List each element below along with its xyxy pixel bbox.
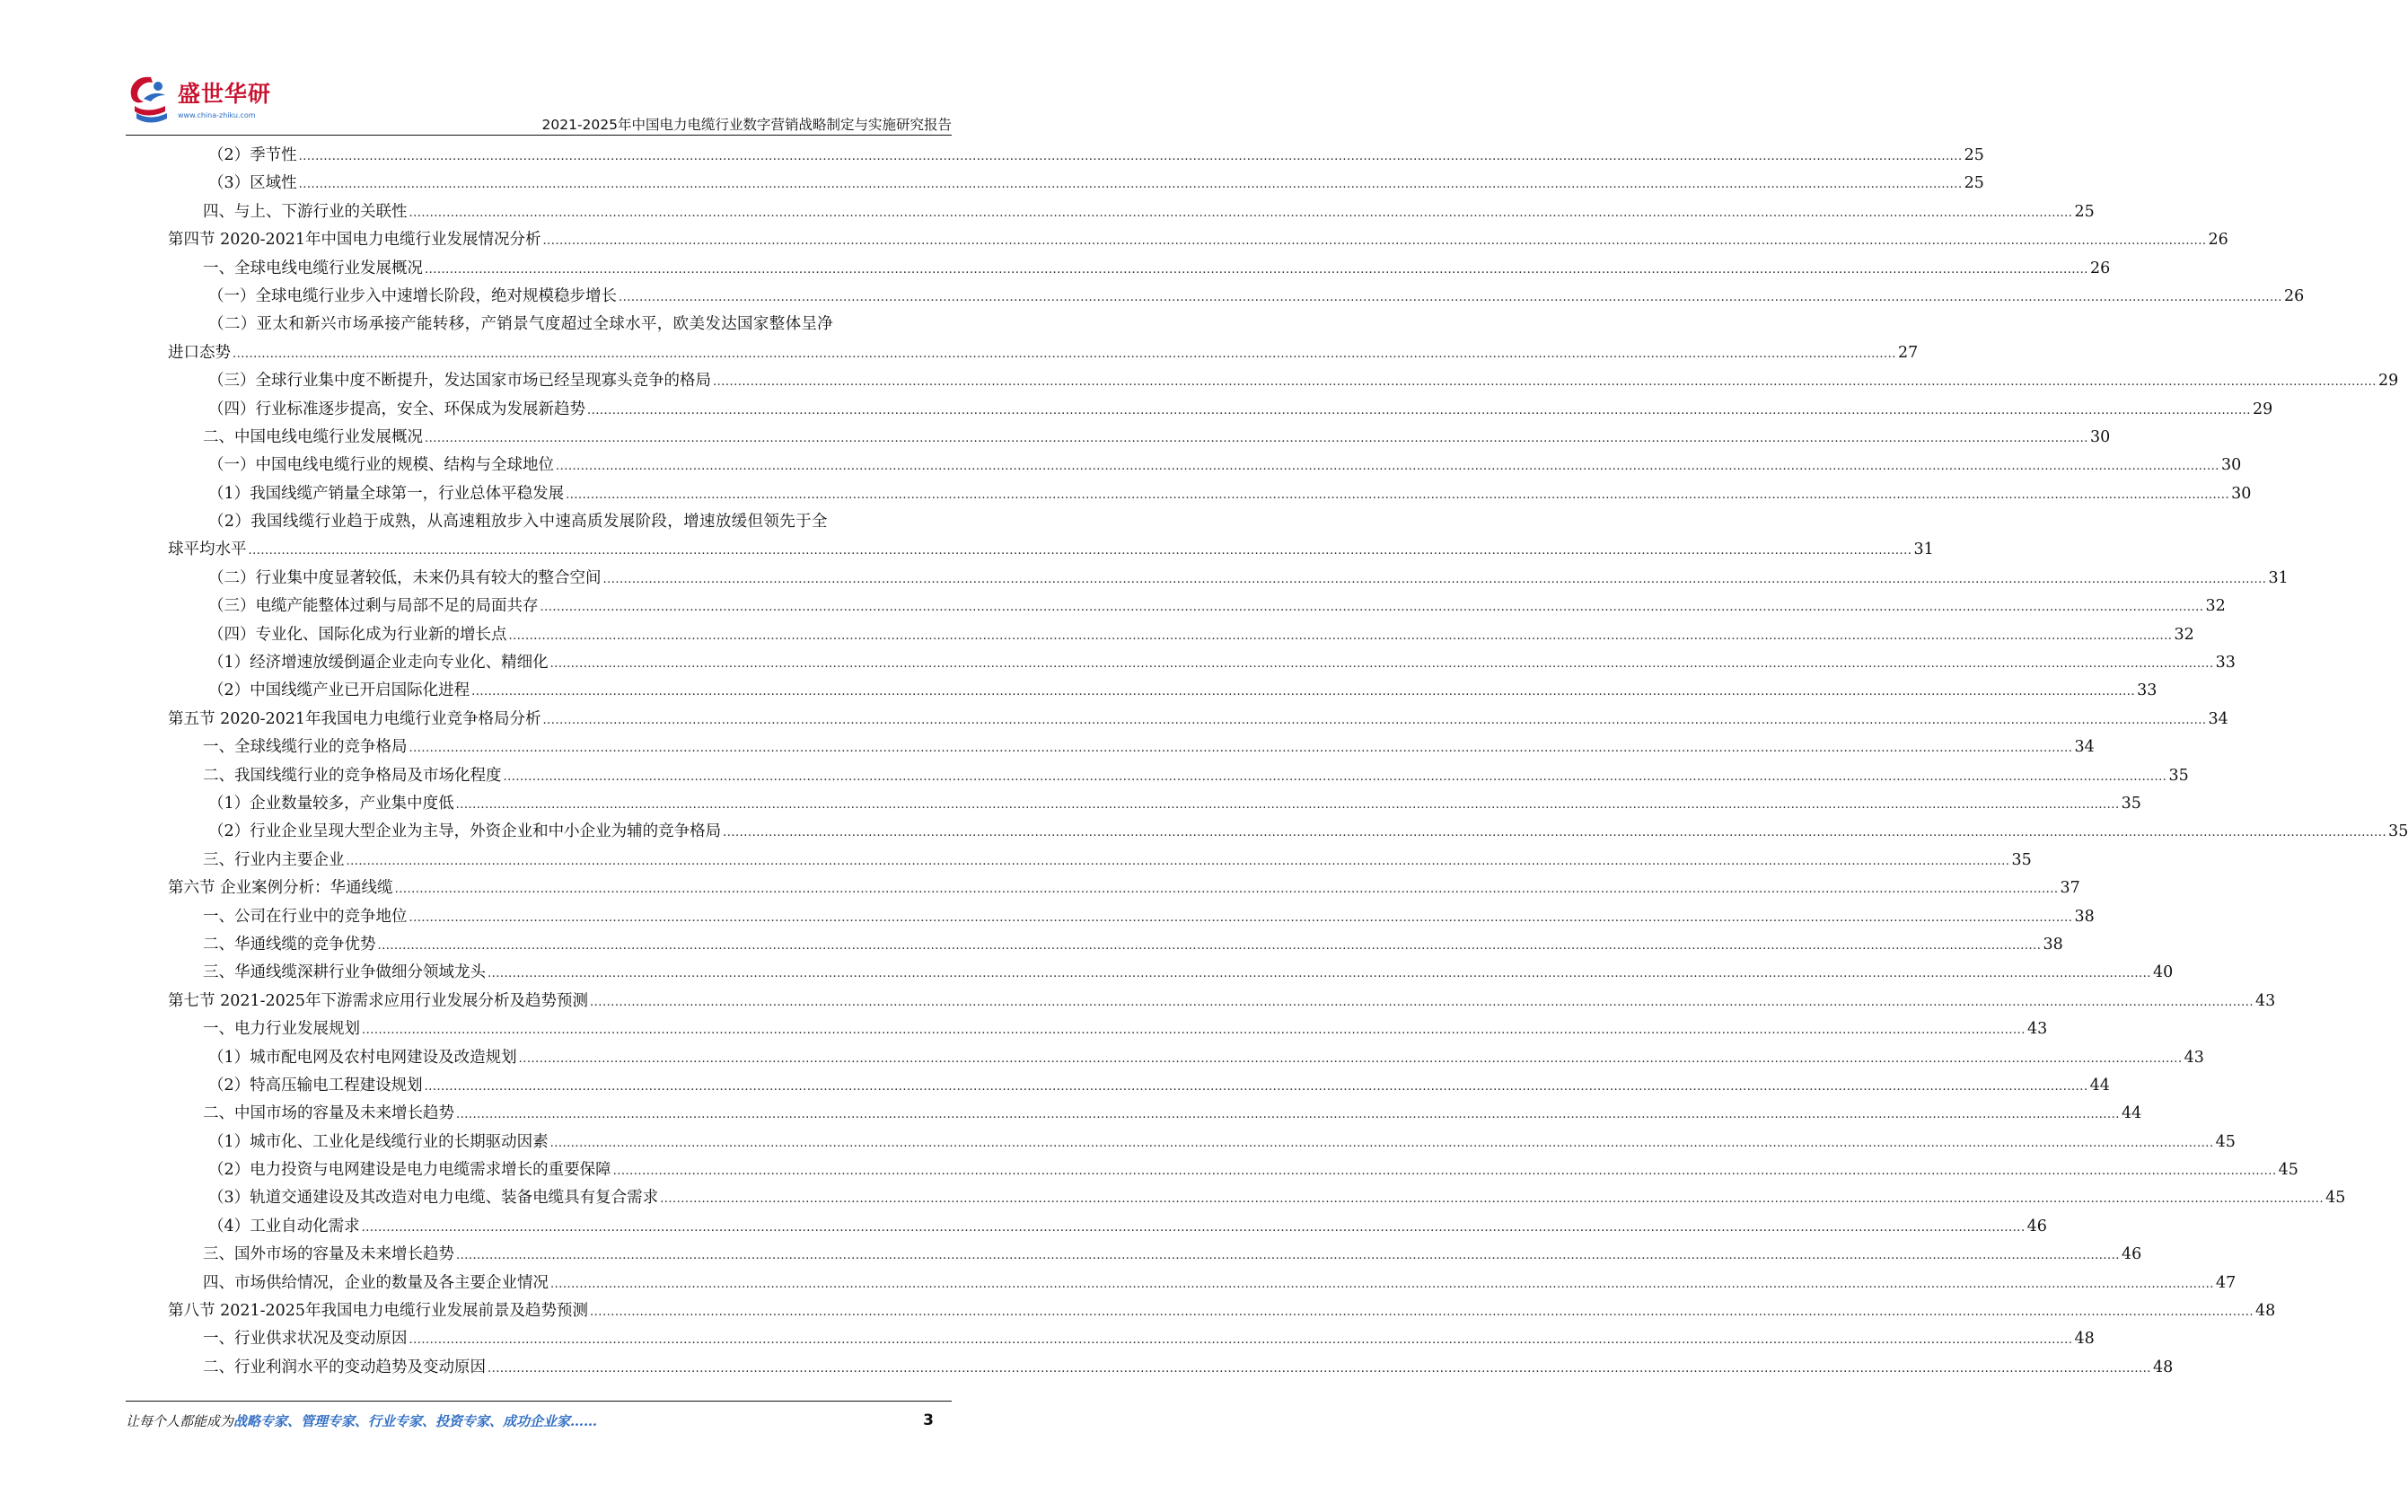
toc-section-entry[interactable] bbox=[168, 226, 2228, 254]
toc-entry[interactable] bbox=[168, 1325, 2095, 1353]
toc-entry-title: 第七节 2021-2025年下游需求应用行业发展分析及趋势预测 bbox=[168, 991, 589, 1010]
toc-dot-leader: ................................................................................................................................................................................................................................................................................................................................................................................................................ bbox=[409, 742, 2073, 756]
toc-page-number: 30 bbox=[2089, 427, 2111, 446]
toc-page-number: 26 bbox=[2208, 231, 2228, 250]
toc-entry-title: （1）城市化、工业化是线缆行业的长期驱动因素 bbox=[208, 1132, 549, 1151]
toc-page-number: 45 bbox=[2215, 1132, 2236, 1151]
toc-section-entry[interactable] bbox=[168, 1297, 2276, 1325]
toc-entry-title: （2）电力投资与电网建设是电力电缆需求增长的重要保障 bbox=[208, 1161, 611, 1180]
toc-entry-title: （2）行业企业呈现大型企业为主导，外资企业和中小企业为辅的竞争格局 bbox=[208, 822, 722, 841]
toc-entry-title: 四、市场供给情况，企业的数量及各主要企业情况 bbox=[203, 1273, 549, 1292]
toc-dot-leader: ................................................................................................................................................................................................................................................................................................................................................................................................................ bbox=[590, 995, 2254, 1009]
table-of-contents bbox=[168, 142, 2408, 1382]
toc-dot-leader: ................................................................................................................................................................................................................................................................................................................................................................................................................ bbox=[456, 1108, 2120, 1122]
toc-entry-title: （3）轨道交通建设及其改造对电力电缆、装备电缆具有复合需求 bbox=[208, 1189, 659, 1208]
toc-page-number: 33 bbox=[2215, 654, 2236, 672]
toc-entry[interactable] bbox=[168, 198, 2095, 226]
page-footer bbox=[126, 1411, 952, 1438]
logo-emblem-icon bbox=[126, 72, 176, 127]
toc-dot-leader: ................................................................................................................................................................................................................................................................................................................................................................................................................ bbox=[549, 657, 2214, 672]
toc-page-number: 48 bbox=[2152, 1358, 2174, 1376]
toc-page-number: 37 bbox=[2060, 879, 2080, 898]
toc-dot-leader: ................................................................................................................................................................................................................................................................................................................................................................................................................ bbox=[550, 1277, 2214, 1291]
toc-page-number: 43 bbox=[2184, 1048, 2204, 1067]
toc-dot-leader: ................................................................................................................................................................................................................................................................................................................................................................................................................ bbox=[660, 1192, 2325, 1207]
toc-page-number: 46 bbox=[2121, 1245, 2142, 1264]
toc-page-number: 40 bbox=[2152, 963, 2174, 982]
toc-entry-title: 第四节 2020-2021年中国电力电缆行业发展情况分析 bbox=[168, 231, 541, 250]
toc-page-number: 45 bbox=[2325, 1189, 2346, 1208]
toc-dot-leader: ................................................................................................................................................................................................................................................................................................................................................................................................................ bbox=[713, 375, 2377, 390]
toc-page-number: 43 bbox=[2026, 1020, 2048, 1039]
toc-page-number: 33 bbox=[2137, 681, 2158, 700]
toc-entry[interactable] bbox=[168, 1270, 2237, 1297]
toc-page-number: 46 bbox=[2026, 1217, 2047, 1235]
toc-entry[interactable] bbox=[168, 255, 2111, 283]
toc-entry-title: 四、与上、下游行业的关联性 bbox=[203, 202, 408, 221]
toc-page-number: 44 bbox=[2121, 1104, 2142, 1123]
toc-page-number: 38 bbox=[2043, 935, 2063, 954]
toc-dot-leader: ................................................................................................................................................................................................................................................................................................................................................................................................................ bbox=[362, 1024, 2026, 1038]
toc-entry[interactable] bbox=[168, 1184, 2346, 1212]
toc-entry[interactable] bbox=[168, 1241, 2142, 1269]
page-number: 3 bbox=[923, 1411, 934, 1429]
toc-page-number: 38 bbox=[2074, 907, 2095, 926]
toc-page-number: 32 bbox=[2174, 625, 2194, 644]
toc-entry[interactable] bbox=[168, 1100, 2142, 1128]
toc-entry-title: （二）行业集中度显著较低，未来仍具有较大的整合空间 bbox=[208, 568, 602, 587]
toc-entry-title: 三、行业内主要企业 bbox=[203, 850, 345, 869]
toc-entry-title: 进口态势 bbox=[168, 343, 231, 362]
toc-dot-leader: ................................................................................................................................................................................................................................................................................................................................................................................................................ bbox=[602, 572, 2267, 586]
toc-page-number: 35 bbox=[2168, 766, 2189, 785]
toc-entry[interactable] bbox=[168, 339, 1919, 367]
toc-page-number: 35 bbox=[2011, 850, 2032, 869]
toc-dot-leader: ................................................................................................................................................................................................................................................................................................................................................................................................................ bbox=[298, 178, 1963, 192]
toc-entry[interactable] bbox=[168, 424, 2111, 452]
toc-entry[interactable] bbox=[168, 367, 2399, 395]
toc-dot-leader: ................................................................................................................................................................................................................................................................................................................................................................................................................ bbox=[566, 488, 2230, 502]
toc-dot-leader: ................................................................................................................................................................................................................................................................................................................................................................................................................ bbox=[518, 1051, 2183, 1066]
toc-page-number: 32 bbox=[2205, 597, 2226, 616]
toc-page-number: 30 bbox=[2231, 484, 2252, 503]
toc-entry-title: 一、全球电线电缆行业发展概况 bbox=[203, 259, 423, 277]
toc-page-number: 25 bbox=[1964, 174, 1984, 193]
toc-page-number: 44 bbox=[2089, 1076, 2110, 1094]
toc-entry-title: 第八节 2021-2025年我国电力电缆行业发展前景及趋势预测 bbox=[168, 1302, 589, 1321]
toc-dot-leader: ................................................................................................................................................................................................................................................................................................................................................................................................................ bbox=[549, 1136, 2214, 1150]
toc-page-number: 35 bbox=[2121, 794, 2141, 813]
toc-entry[interactable] bbox=[168, 452, 2242, 479]
toc-dot-leader: ................................................................................................................................................................................................................................................................................................................................................................................................................ bbox=[248, 544, 1912, 558]
toc-entry[interactable] bbox=[168, 283, 2305, 311]
toc-dot-leader: ................................................................................................................................................................................................................................................................................................................................................................................................................ bbox=[424, 1079, 2088, 1094]
toc-page-number: 34 bbox=[2074, 738, 2095, 757]
toc-entry[interactable] bbox=[168, 1044, 2204, 1072]
toc-page-number: 47 bbox=[2215, 1273, 2237, 1292]
toc-dot-leader: ................................................................................................................................................................................................................................................................................................................................................................................................................ bbox=[723, 826, 2387, 840]
toc-entry[interactable] bbox=[168, 1354, 2174, 1382]
logo-url: www.china-zhiku.com bbox=[178, 111, 256, 119]
toc-entry-title: 三、国外市场的容量及未来增长趋势 bbox=[203, 1245, 454, 1264]
toc-dot-leader: ................................................................................................................................................................................................................................................................................................................................................................................................................ bbox=[508, 629, 2173, 643]
toc-entry-title: （4）工业自动化需求 bbox=[208, 1217, 360, 1235]
toc-dot-leader: ................................................................................................................................................................................................................................................................................................................................................................................................................ bbox=[409, 1333, 2073, 1348]
toc-page-number: 48 bbox=[2074, 1330, 2095, 1349]
toc-dot-leader: ................................................................................................................................................................................................................................................................................................................................................................................................................ bbox=[298, 150, 1963, 163]
toc-page-number: 31 bbox=[2268, 568, 2289, 587]
toc-page-number: 34 bbox=[2208, 709, 2228, 728]
toc-dot-leader: ................................................................................................................................................................................................................................................................................................................................................................................................................ bbox=[503, 769, 2167, 784]
toc-dot-leader: ................................................................................................................................................................................................................................................................................................................................................................................................................ bbox=[455, 797, 2120, 812]
toc-entry-title: 第五节 2020-2021年我国电力电缆行业竞争格局分析 bbox=[168, 709, 541, 728]
toc-entry[interactable] bbox=[168, 1015, 2048, 1043]
toc-entry[interactable] bbox=[168, 734, 2095, 761]
footer-divider bbox=[126, 1401, 952, 1402]
toc-entry-title: 二、中国电线电缆行业发展概况 bbox=[203, 427, 423, 446]
toc-entry[interactable] bbox=[168, 1156, 2298, 1184]
toc-entry[interactable] bbox=[168, 931, 2063, 959]
toc-dot-leader: ................................................................................................................................................................................................................................................................................................................................................................................................................ bbox=[471, 685, 2136, 699]
toc-entry-title: 二、中国市场的容量及未来增长趋势 bbox=[203, 1104, 454, 1123]
toc-entry-title: （2）中国线缆产业已开启国际化进程 bbox=[208, 681, 470, 700]
toc-entry-title: （一）全球电缆行业步入中速增长阶段，绝对规模稳步增长 bbox=[208, 286, 617, 305]
page-header bbox=[126, 72, 952, 135]
toc-entry-title: 二、行业利润水平的变动趋势及变动原因 bbox=[203, 1358, 486, 1376]
toc-dot-leader: ................................................................................................................................................................................................................................................................................................................................................................................................................ bbox=[409, 910, 2073, 925]
toc-dot-leader: ................................................................................................................................................................................................................................................................................................................................................................................................................ bbox=[361, 1220, 2026, 1235]
toc-entry-title: 一、行业供求状况及变动原因 bbox=[203, 1330, 408, 1349]
toc-page-number: 29 bbox=[2252, 400, 2273, 418]
toc-entry[interactable] bbox=[168, 1072, 2110, 1100]
toc-page-number: 31 bbox=[1913, 541, 1934, 559]
toc-entry[interactable] bbox=[168, 790, 2141, 818]
toc-page-number: 43 bbox=[2254, 991, 2276, 1010]
toc-page-number: 26 bbox=[2089, 259, 2111, 277]
toc-page-number: 45 bbox=[2278, 1161, 2298, 1180]
toc-page-number: 48 bbox=[2254, 1302, 2276, 1321]
toc-entry[interactable] bbox=[168, 480, 2252, 508]
footer-slogan-highlight: 战略专家、管理专家、行业专家、投资专家、成功企业家…… bbox=[233, 1413, 598, 1429]
footer-slogan-prefix: 让每个人都能成为 bbox=[126, 1413, 234, 1429]
toc-entry-title: 球平均水平 bbox=[168, 541, 247, 559]
toc-dot-leader: ................................................................................................................................................................................................................................................................................................................................................................................................................ bbox=[456, 1249, 2120, 1263]
toc-dot-leader: ................................................................................................................................................................................................................................................................................................................................................................................................................ bbox=[488, 1361, 2151, 1376]
toc-dot-leader: ................................................................................................................................................................................................................................................................................................................................................................................................................ bbox=[409, 206, 2073, 220]
toc-page-number: 35 bbox=[2388, 822, 2408, 841]
toc-entry-title: （1）我国线缆产销量全球第一，行业总体平稳发展 bbox=[208, 484, 565, 503]
toc-entry-title: 一、电力行业发展规划 bbox=[203, 1020, 360, 1039]
toc-entry-title: （四）行业标准逐步提高，安全、环保成为发展新趋势 bbox=[208, 400, 585, 418]
toc-dot-leader: ................................................................................................................................................................................................................................................................................................................................................................................................................ bbox=[612, 1165, 2277, 1179]
toc-entry[interactable] bbox=[168, 396, 2273, 424]
toc-entry-title: （3）区域性 bbox=[208, 174, 297, 193]
toc-entry-title: （三）电缆产能整体过剩与局部不足的局面共存 bbox=[208, 597, 539, 616]
toc-entry-line1[interactable]: （2）我国线缆行业趋于成熟，从高速粗放步入中速高质发展阶段，增速放缓但领先于全 bbox=[208, 513, 828, 532]
toc-dot-leader: ................................................................................................................................................................................................................................................................................................................................................................................................................ bbox=[619, 290, 2282, 304]
toc-dot-leader: ................................................................................................................................................................................................................................................................................................................................................................................................................ bbox=[540, 601, 2204, 615]
logo-name: 盛世华研 bbox=[178, 81, 272, 107]
toc-entry[interactable] bbox=[168, 959, 2174, 987]
toc-entry[interactable] bbox=[168, 621, 2194, 649]
toc-entry-title: 一、全球线缆行业的竞争格局 bbox=[203, 738, 408, 757]
company-logo bbox=[126, 72, 296, 130]
toc-entry[interactable] bbox=[168, 170, 1984, 198]
toc-entry-title: （1）企业数量较多，产业集中度低 bbox=[208, 794, 454, 813]
toc-section-entry[interactable] bbox=[168, 988, 2276, 1015]
toc-entry-title: 第六节 企业案例分析：华通线缆 bbox=[168, 879, 393, 898]
toc-entry-title: （2）特高压输电工程建设规划 bbox=[208, 1076, 423, 1094]
toc-entry[interactable] bbox=[168, 142, 1984, 170]
header-divider bbox=[126, 135, 952, 136]
toc-entry-line1[interactable]: （二）亚太和新兴市场承接产能转移，产销景气度超过全球水平，欧美发达国家整体呈净 bbox=[208, 315, 834, 334]
toc-entry-title: （三）全球行业集中度不断提升，发达国家市场已经呈现寡头竞争的格局 bbox=[208, 372, 711, 391]
toc-entry[interactable] bbox=[168, 677, 2158, 705]
toc-entry-title: （2）季节性 bbox=[208, 146, 297, 164]
toc-page-number: 29 bbox=[2377, 372, 2399, 391]
toc-entry[interactable] bbox=[168, 593, 2226, 620]
toc-section-entry[interactable] bbox=[168, 875, 2080, 902]
toc-dot-leader: ................................................................................................................................................................................................................................................................................................................................................................................................................ bbox=[425, 431, 2088, 445]
toc-entry[interactable] bbox=[168, 1129, 2236, 1156]
toc-entry[interactable] bbox=[168, 1213, 2047, 1241]
toc-dot-leader: ................................................................................................................................................................................................................................................................................................................................................................................................................ bbox=[587, 403, 2251, 418]
toc-entry-title: 二、我国线缆行业的竞争格局及市场化程度 bbox=[203, 766, 502, 785]
toc-dot-leader: ................................................................................................................................................................................................................................................................................................................................................................................................................ bbox=[542, 234, 2207, 249]
toc-dot-leader: ................................................................................................................................................................................................................................................................................................................................................................................................................ bbox=[542, 713, 2207, 727]
toc-entry[interactable] bbox=[168, 762, 2189, 790]
toc-entry[interactable] bbox=[168, 903, 2095, 931]
toc-page-number: 26 bbox=[2283, 286, 2305, 305]
toc-dot-leader: ................................................................................................................................................................................................................................................................................................................................................................................................................ bbox=[394, 883, 2059, 897]
toc-dot-leader: ................................................................................................................................................................................................................................................................................................................................................................................................................ bbox=[425, 262, 2088, 277]
report-title: 2021-2025年中国电力电缆行业数字营销战略制定与实施研究报告 bbox=[541, 117, 952, 133]
toc-dot-leader: ................................................................................................................................................................................................................................................................................................................................................................................................................ bbox=[346, 854, 2010, 868]
toc-entry-title: （四）专业化、国际化成为行业新的增长点 bbox=[208, 625, 507, 644]
toc-dot-leader: ................................................................................................................................................................................................................................................................................................................................................................................................................ bbox=[556, 460, 2219, 474]
toc-dot-leader: ................................................................................................................................................................................................................................................................................................................................................................................................................ bbox=[488, 967, 2151, 981]
toc-section-entry[interactable] bbox=[168, 706, 2228, 734]
toc-page-number: 30 bbox=[2220, 456, 2242, 475]
toc-dot-leader: ................................................................................................................................................................................................................................................................................................................................................................................................................ bbox=[590, 1305, 2254, 1320]
toc-entry-title: （1）城市配电网及农村电网建设及改造规划 bbox=[208, 1048, 517, 1067]
toc-entry[interactable] bbox=[168, 649, 2236, 677]
toc-page-number: 25 bbox=[2074, 202, 2095, 221]
toc-entry[interactable] bbox=[168, 565, 2289, 593]
toc-entry[interactable] bbox=[168, 536, 1934, 564]
toc-entry[interactable] bbox=[168, 847, 2032, 875]
toc-dot-leader: ................................................................................................................................................................................................................................................................................................................................................................................................................ bbox=[233, 347, 1896, 361]
toc-page-number: 25 bbox=[1964, 146, 1984, 164]
toc-entry[interactable] bbox=[168, 818, 2408, 846]
toc-entry-title: （一）中国电线电缆行业的规模、结构与全球地位 bbox=[208, 456, 554, 475]
toc-entry-title: 二、华通线缆的竞争优势 bbox=[203, 935, 376, 954]
toc-entry-title: 三、华通线缆深耕行业争做细分领域龙头 bbox=[203, 963, 486, 982]
toc-entry-title: 一、公司在行业中的竞争地位 bbox=[203, 907, 408, 926]
toc-dot-leader: ................................................................................................................................................................................................................................................................................................................................................................................................................ bbox=[377, 938, 2042, 953]
toc-page-number: 27 bbox=[1897, 343, 1919, 362]
toc-entry-title: （1）经济增速放缓倒逼企业走向专业化、精细化 bbox=[208, 654, 549, 672]
